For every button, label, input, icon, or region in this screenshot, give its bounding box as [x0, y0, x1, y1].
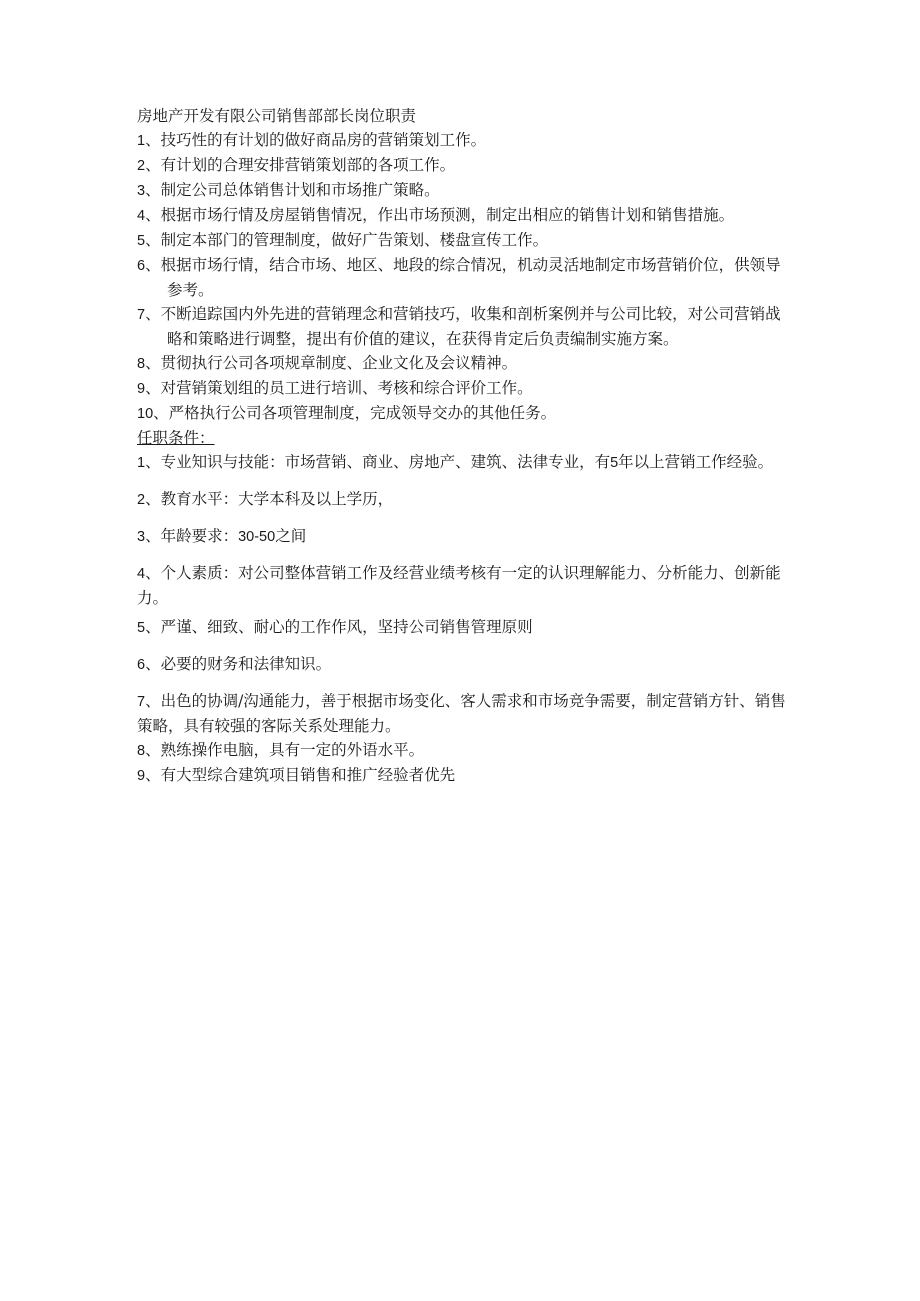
document-body	[137, 104, 787, 788]
requirement-text: 、熟练操作电脑，具有一定的外语水平。	[145, 741, 425, 759]
requirement-text: 、个人素质：对公司整体营销工作及经营业绩考核有一定的认识理解能力、分析能力、创新能力。	[137, 564, 781, 607]
duty-item-8	[137, 351, 787, 376]
requirement-number: 9	[137, 768, 146, 784]
duty-item-5	[137, 228, 787, 253]
requirement-item-9	[137, 763, 787, 788]
requirement-item-1	[137, 450, 787, 475]
requirement-text: 、年龄要求：	[145, 527, 239, 545]
duty-number: 10	[137, 406, 154, 422]
duty-text: 、有计划的合理安排营销策划部的各项工作。	[145, 156, 456, 174]
duty-item-1	[137, 128, 787, 153]
requirement-item-4	[137, 561, 787, 610]
duty-item-9	[137, 376, 787, 401]
age-range-value: 30-50	[238, 529, 276, 545]
duty-number: 9	[137, 381, 146, 397]
duty-text: 、根据市场行情，结合市场、地区、地段的综合情况，机动灵活地制定市场营销价位，供领导参考。	[145, 256, 781, 299]
requirement-text: 、专业知识与技能：市场营销、商业、房地产、建筑、法律专业，有	[145, 453, 611, 471]
requirement-item-7	[137, 689, 787, 738]
duty-number: 7	[137, 307, 146, 323]
requirements-heading: 任职条件：	[137, 429, 215, 447]
duty-text: 、对营销策划组的员工进行培训、考核和综合评价工作。	[145, 379, 533, 397]
years-value: 5	[610, 455, 619, 471]
requirement-item-6	[137, 652, 787, 677]
requirement-item-8	[137, 738, 787, 763]
requirement-text: 、出色的协调/沟通能力，善于根据市场变化、客人需求和市场竞争需要，制定营销方针、销售策略，具有较强的客际关系处理能力。	[137, 692, 786, 735]
duty-text: 、贯彻执行公司各项规章制度、企业文化及会议精神。	[145, 354, 518, 372]
requirement-item-5	[137, 615, 787, 640]
duty-text: 、严格执行公司各项管理制度，完成领导交办的其他任务。	[153, 404, 557, 422]
duty-item-10	[137, 401, 787, 426]
duty-item-2	[137, 153, 787, 178]
requirement-number: 8	[137, 743, 146, 759]
duty-number: 1	[137, 133, 146, 149]
duty-text: 、制定本部门的管理制度，做好广告策划、楼盘宣传工作。	[145, 231, 549, 249]
requirement-text: 、必要的财务和法律知识。	[145, 655, 332, 673]
duty-number: 5	[137, 233, 146, 249]
duty-text: 、根据市场行情及房屋销售情况，作出市场预测，制定出相应的销售计划和销售措施。	[145, 206, 735, 224]
requirement-text: 、有大型综合建筑项目销售和推广经验者优先	[145, 766, 456, 784]
requirement-text: 、教育水平：大学本科及以上学历，	[145, 490, 394, 508]
requirement-text: 、严谨、细致、耐心的工作作风，坚持公司销售管理原则	[145, 618, 533, 636]
duty-item-4	[137, 203, 787, 228]
duty-item-3	[137, 178, 787, 203]
requirement-number: 2	[137, 492, 146, 508]
duty-text: 、技巧性的有计划的做好商品房的营销策划工作。	[145, 131, 487, 149]
duty-item-7	[137, 302, 787, 351]
duty-number: 8	[137, 356, 146, 372]
duty-text: 、不断追踪国内外先进的营销理念和营销技巧，收集和剖析案例并与公司比较，对公司营销战略和策略进行调整，提出有价值的建议，在获得肯定后负责编制实施方案。	[145, 305, 781, 348]
requirement-item-2	[137, 487, 787, 512]
duty-number: 6	[137, 258, 146, 274]
requirement-number: 4	[137, 566, 146, 582]
requirement-number: 3	[137, 529, 146, 545]
duty-number: 2	[137, 158, 146, 174]
requirement-text: 年以上营销工作经验。	[618, 453, 774, 471]
document-title: 房地产开发有限公司销售部部长岗位职责	[137, 107, 417, 125]
requirement-text: 之间	[275, 527, 307, 545]
duty-item-6	[137, 253, 787, 302]
requirement-number: 5	[137, 620, 146, 636]
requirement-number: 6	[137, 657, 146, 673]
requirement-number: 1	[137, 455, 146, 471]
duty-number: 4	[137, 208, 146, 224]
duty-text: 、制定公司总体销售计划和市场推广策略。	[145, 181, 440, 199]
requirement-number: 7	[137, 694, 146, 710]
duty-number: 3	[137, 183, 146, 199]
requirement-item-3	[137, 524, 787, 549]
